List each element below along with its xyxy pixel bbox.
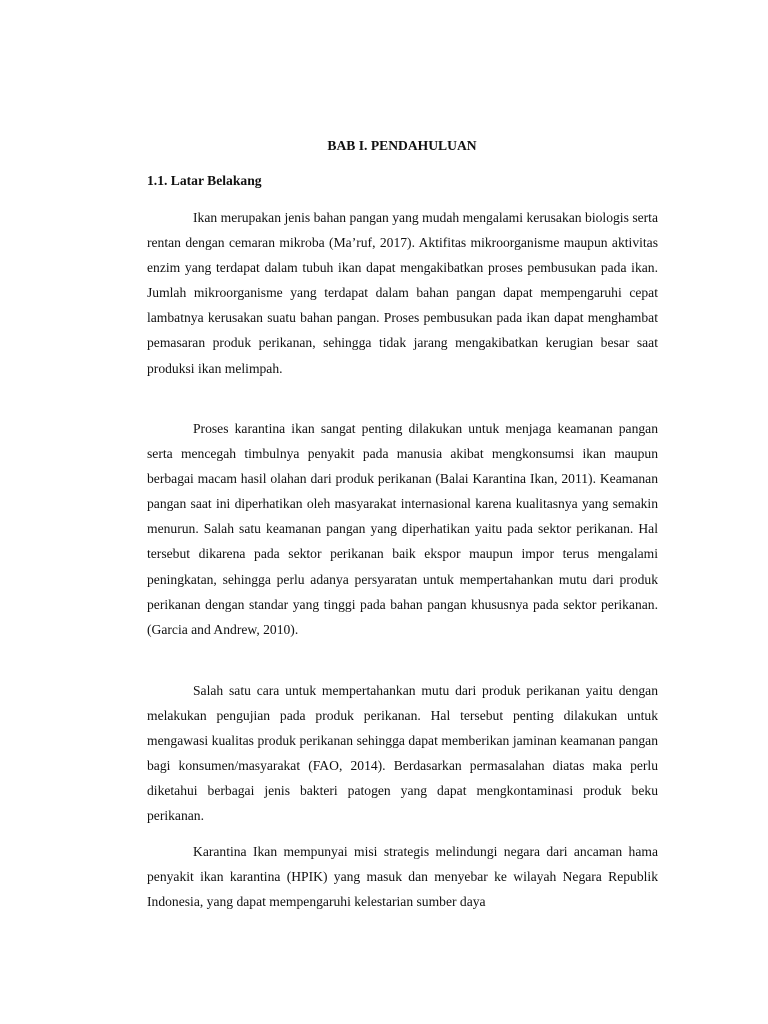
section-heading: 1.1. Latar Belakang: [147, 173, 262, 188]
paragraph-4: Karantina Ikan mempunyai misi strategis melindungi negara dari ancaman hama penyakit ikan karantina (HPIK) yang masuk dan menyebar ke wilayah Negara Republik Indonesia, yang dapat mempengaruhi kelestarian sumber daya: [147, 844, 658, 910]
paragraph-1: Ikan merupakan jenis bahan pangan yang mudah mengalami kerusakan biologis serta rentan dengan cemaran mikroba (Ma’ruf, 2017). Aktifitas mikroorganisme maupun aktivitas enzim yang terdapat dalam tubuh ikan dapat mengakibatkan proses pembusukan pada ikan. Jumlah mikroorganisme yang terdapat dalam bahan pangan dapat mempengaruhi cepat lambatnya kerusakan suatu bahan pangan. Proses pembusukan pada ikan dapat menghambat pemasaran produk perikanan, sehingga tidak jarang mengakibatkan kerugian besar saat produksi ikan melimpah.: [147, 210, 658, 376]
paragraph-2: Proses karantina ikan sangat penting dilakukan untuk menjaga keamanan pangan serta mencegah timbulnya penyakit pada manusia akibat mengkonsumsi ikan maupun berbagai macam hasil olahan dari produk perikanan (Balai Karantina Ikan, 2011). Keamanan pangan saat ini diperhatikan oleh masyarakat internasional karena kualitasnya yang semakin menurun. Salah satu keamanan pangan yang diperhatikan yaitu pada sektor perikanan. Hal tersebut dikarena pada sektor perikanan baik ekspor maupun impor terus mengalami peningkatan, sehingga perlu adanya persyaratan untuk mempertahankan mutu dari produk perikanan dengan standar yang tinggi pada bahan pangan khususnya pada sektor perikanan. (Garcia and Andrew, 2010).: [147, 421, 658, 637]
chapter-title: BAB I. PENDAHULUAN: [327, 138, 477, 153]
paragraph-3: Salah satu cara untuk mempertahankan mutu dari produk perikanan yaitu dengan melakukan pengujian pada produk perikanan. Hal tersebut penting dilakukan untuk mengawasi kualitas produk perikanan sehingga dapat memberikan jaminan keamanan pangan bagi konsumen/masyarakat (FAO, 2014). Berdasarkan permasalahan diatas maka perlu diketahui berbagai jenis bakteri patogen yang dapat mengkontaminasi produk beku perikanan.: [147, 683, 658, 824]
